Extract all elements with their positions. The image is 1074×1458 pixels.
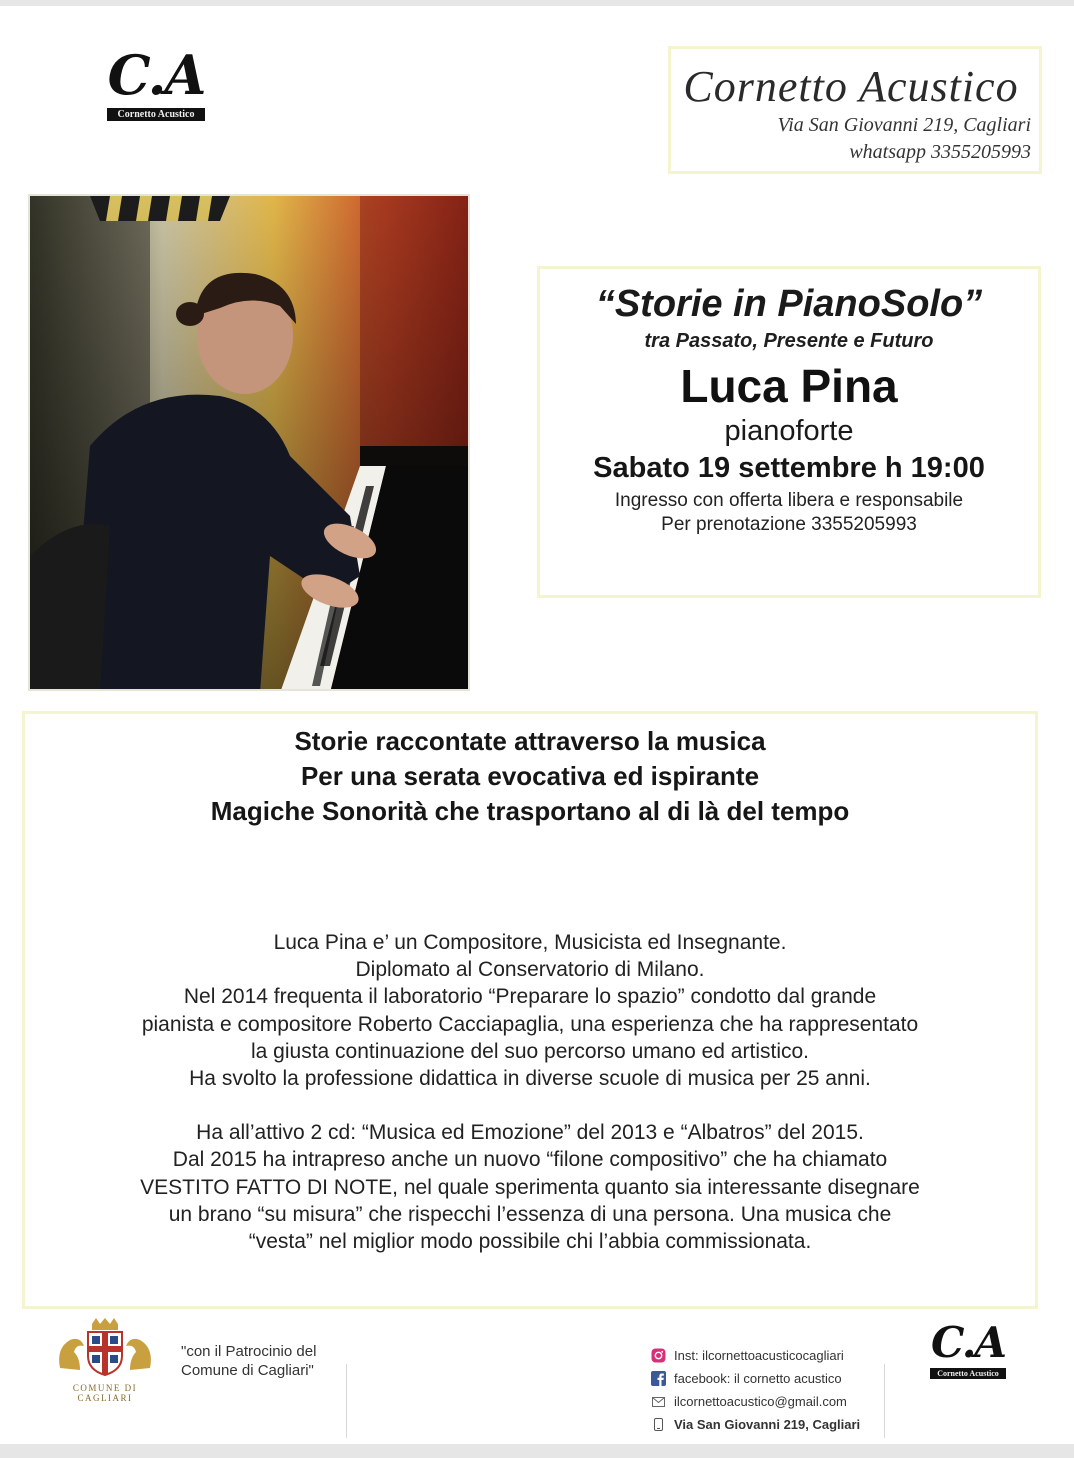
artist-name: Luca Pina: [680, 360, 898, 412]
tagline: Storie raccontate attraverso la musica: [294, 726, 766, 756]
event-card: [537, 266, 1041, 598]
entry-info: Ingresso con offerta libera e responsabile: [614, 490, 964, 511]
crest-label: COMUNE DI CAGLIARI: [72, 1383, 138, 1403]
contact-email[interactable]: [650, 1390, 860, 1413]
patronage-line: "con il Patrocinio del: [181, 1343, 317, 1360]
description-card: [22, 711, 1038, 1309]
contact-facebook[interactable]: [650, 1367, 860, 1390]
venue-phone: whatsapp 3355205993: [849, 141, 1031, 163]
artist-bio: [25, 929, 1035, 1255]
tagline: Magiche Sonorità che trasportano al di là del tempo: [210, 796, 850, 826]
instrument: pianoforte: [724, 415, 854, 447]
cornetto-acustico-logo-small: [928, 1318, 1008, 1379]
bio-line: Nel 2014 frequenta il laboratorio “Preparare lo spazio” condotto dal grande: [183, 985, 877, 1009]
contact-instagram[interactable]: [650, 1344, 860, 1367]
patronage-line: Comune di Cagliari": [181, 1362, 314, 1379]
logo-strip-text: Cornetto Acustico: [930, 1368, 1006, 1379]
bio-line: VESTITO FATTO DI NOTE, nel quale sperimenta quanto sia interessante disegnare: [140, 1175, 920, 1199]
footer-divider: [884, 1364, 885, 1438]
paragraph-gap: [25, 1092, 1035, 1119]
email-address: ilcornettoacustico@gmail.com: [674, 1394, 847, 1409]
contact-address: [650, 1413, 860, 1436]
logo-monogram: C.A: [931, 1318, 1005, 1367]
bio-line: la giusta continuazione del suo percorso umano ed artistico.: [251, 1039, 809, 1063]
bio-line: Luca Pina e’ un Compositore, Musicista ed Insegnante.: [273, 931, 787, 954]
venue-address: Via San Giovanni 219, Cagliari: [777, 114, 1031, 136]
bio-line: Ha all’attivo 2 cd: “Musica ed Emozione” del 2013 e “Albatros” del 2015.: [196, 1121, 864, 1145]
contact-list: [650, 1344, 860, 1436]
logo-monogram: C.A: [107, 43, 205, 107]
bio-line: “vesta” nel miglior modo possibile chi l’abbia commissionata.: [248, 1230, 812, 1254]
street-address: Via San Giovanni 219, Cagliari: [674, 1417, 861, 1432]
bio-line: un brano “su misura” che rispecchi l’essenza di una persona. Una musica che: [168, 1202, 892, 1226]
footer-divider: [346, 1364, 347, 1438]
cagliari-crest: [50, 1318, 160, 1403]
bio-line: Diplomato al Conservatorio di Milano.: [355, 958, 705, 982]
facebook-page: facebook: il cornetto acustico: [674, 1371, 842, 1386]
logo-strip-text: Cornetto Acustico: [107, 108, 205, 121]
mail-icon: [650, 1394, 666, 1410]
event-subtitle: tra Passato, Presente e Futuro: [644, 330, 934, 352]
venue-card: [668, 46, 1042, 174]
bio-line: pianista e compositore Roberto Cacciapaglia, una esperienza che ha rappresentato: [141, 1012, 919, 1036]
bio-line: Ha svolto la professione didattica in diverse scuole di musica per 25 anni.: [189, 1067, 871, 1091]
pianist-photo: [28, 194, 470, 691]
top-band: [0, 0, 1074, 6]
facebook-icon: [650, 1371, 666, 1387]
pianist-illustration: [30, 196, 470, 691]
instagram-handle: Inst: ilcornettoacusticocagliari: [674, 1348, 844, 1363]
cornetto-acustico-logo: [104, 43, 208, 121]
tagline: Per una serata evocativa ed ispirante: [300, 761, 760, 791]
booking-info: Per prenotazione 3355205993: [661, 514, 917, 535]
event-title: “Storie in PianoSolo”: [595, 283, 983, 325]
bottom-band: [0, 1444, 1074, 1458]
taglines: [25, 724, 1035, 829]
bio-line: Dal 2015 ha intrapreso anche un nuovo “filone compositivo” che ha chiamato: [172, 1148, 888, 1172]
patronage-note: [181, 1342, 316, 1380]
instagram-icon: [650, 1348, 666, 1364]
crest-icon: [50, 1318, 160, 1376]
phone-icon: [650, 1417, 666, 1433]
venue-name: Cornetto Acustico: [683, 62, 1019, 111]
event-datetime: Sabato 19 settembre h 19:00: [593, 452, 985, 484]
